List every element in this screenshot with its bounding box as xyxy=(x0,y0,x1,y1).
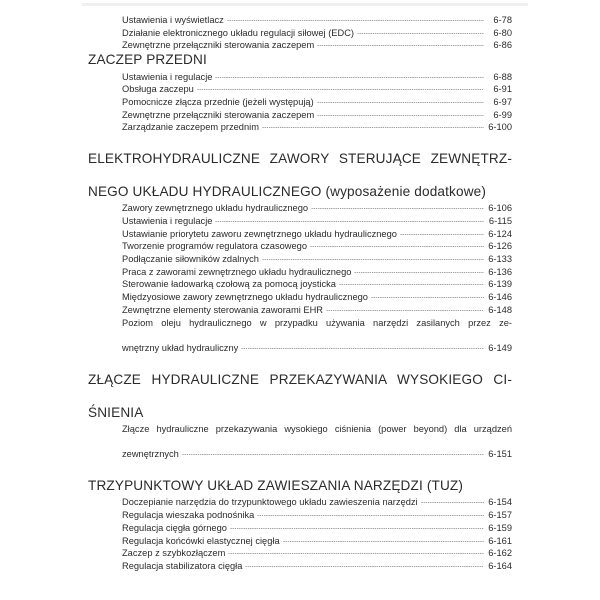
toc-entry-row xyxy=(122,109,512,122)
toc-section-heading-line: ZACZEP PRZEDNI xyxy=(88,52,207,68)
toc-entry-page-number: 6-106 xyxy=(488,203,512,214)
dot-leader xyxy=(197,83,484,92)
toc-entry-title: Zewnętrzne przełączniki sterowania zaczepem xyxy=(122,40,315,51)
toc-entry[interactable] xyxy=(88,423,512,461)
toc-entry-row xyxy=(122,522,512,535)
toc-entry-title: Pomocnicze złącza przednie (jeżeli występują) xyxy=(122,96,314,107)
toc-entry-row xyxy=(122,14,512,27)
toc-entry-title: Regulacja cięgła górnego xyxy=(122,522,227,533)
toc-entry-page-number: 6-146 xyxy=(488,292,512,303)
dot-leader xyxy=(215,71,484,80)
dot-leader xyxy=(354,266,484,275)
toc-entry-page-number: 6-80 xyxy=(493,27,512,38)
toc-entry-row xyxy=(122,71,512,84)
toc-entry-row xyxy=(122,448,512,461)
toc-entry[interactable] xyxy=(88,121,512,134)
toc-entry-title: Ustawienia i regulacje xyxy=(122,215,213,226)
toc-entry[interactable] xyxy=(88,547,512,560)
dot-leader xyxy=(317,96,484,105)
toc-entry-page-number: 6-86 xyxy=(493,40,512,51)
toc-section xyxy=(88,151,512,355)
toc-entry-page-number: 6-154 xyxy=(488,497,512,508)
toc-entry-row xyxy=(122,228,512,241)
table-of-contents xyxy=(88,14,512,573)
dot-leader xyxy=(227,14,484,23)
toc-entry[interactable] xyxy=(88,560,512,573)
entry-list xyxy=(88,496,512,572)
entry-list xyxy=(88,71,512,135)
toc-entry-title: Praca z zaworami zewnętrznego układu hydraulicznego xyxy=(122,266,352,277)
dot-leader xyxy=(339,278,484,287)
toc-entry-page-number: 6-149 xyxy=(488,342,512,353)
dot-leader xyxy=(262,253,484,262)
toc-entry[interactable] xyxy=(88,509,512,522)
toc-entry-title: Regulacja stabilizatora cięgła xyxy=(122,560,243,571)
toc-entry-row xyxy=(122,96,512,109)
toc-entry[interactable] xyxy=(88,240,512,253)
toc-entry[interactable] xyxy=(88,496,512,509)
toc-entry-title-line2: wnętrzny układ hydrauliczny xyxy=(122,342,239,353)
dot-leader xyxy=(241,342,484,351)
dot-leader xyxy=(311,202,484,211)
toc-entry-title: Międzyosiowe zawory zewnętrznego układu hydraulicznego xyxy=(122,292,368,303)
dot-leader xyxy=(357,27,484,36)
toc-entry-page-number: 6-115 xyxy=(488,215,512,226)
toc-entry-row xyxy=(122,535,512,548)
toc-entry-row xyxy=(122,291,512,304)
toc-entry-row xyxy=(122,202,512,215)
toc-entry-row xyxy=(122,342,512,355)
toc-entry[interactable] xyxy=(88,278,512,291)
dot-leader xyxy=(421,496,484,505)
toc-entry-row xyxy=(122,240,512,253)
entry-list xyxy=(88,423,512,461)
dot-leader xyxy=(317,39,484,48)
dot-leader xyxy=(310,240,484,249)
toc-entry[interactable] xyxy=(88,96,512,109)
toc-entry-title: Zewnętrzne przełączniki sterowania zaczepem xyxy=(122,109,315,120)
toc-section-heading[interactable] xyxy=(88,52,512,68)
toc-section xyxy=(88,372,512,461)
toc-entry-page-number: 6-99 xyxy=(493,109,512,120)
toc-section-heading[interactable] xyxy=(88,151,512,200)
toc-entry-title: Ustawienia i wyświetlacz xyxy=(122,15,224,25)
toc-section xyxy=(88,52,512,134)
toc-entry[interactable] xyxy=(88,304,512,317)
toc-entry-page-number: 6-162 xyxy=(488,548,512,559)
toc-entry[interactable] xyxy=(88,202,512,215)
page-top-rule xyxy=(82,3,528,6)
toc-entry-title: Działanie elektronicznego układu regulacji siłowej (EDC) xyxy=(122,27,355,38)
toc-entry-title: Zarządzanie zaczepem przednim xyxy=(122,122,259,133)
toc-entry[interactable] xyxy=(88,83,512,96)
toc-entry-row xyxy=(122,560,512,573)
toc-entry[interactable] xyxy=(88,228,512,241)
toc-entry-page-number: 6-157 xyxy=(488,510,512,521)
dot-leader xyxy=(326,304,484,313)
dot-leader xyxy=(283,535,484,544)
toc-entry-page-number: 6-126 xyxy=(488,241,512,252)
toc-section-heading[interactable] xyxy=(88,372,512,421)
toc-entry[interactable] xyxy=(88,253,512,266)
toc-entry-title: Doczepianie narzędzia do trzypunktowego układu zawieszenia narzędzi xyxy=(122,497,418,508)
toc-entry-row xyxy=(122,83,512,96)
dot-leader xyxy=(262,121,484,130)
toc-entry-row xyxy=(122,215,512,228)
dot-leader xyxy=(230,522,484,531)
toc-entry-title-line1: Złącze hydrauliczne przekazywania wysokiego ciśnienia (power beyond) dla urządzeń xyxy=(122,423,512,434)
toc-entry-title: Regulacja końcówki elastycznej cięgła xyxy=(122,535,280,546)
toc-entry[interactable] xyxy=(88,215,512,228)
dot-leader xyxy=(215,215,484,224)
toc-entry[interactable] xyxy=(88,27,512,40)
toc-entry-page-number: 6-148 xyxy=(488,304,512,315)
toc-entry-page-number: 6-159 xyxy=(488,522,512,533)
toc-entry-title: Regulacja wieszaka podnośnika xyxy=(122,510,255,521)
toc-entry-row xyxy=(122,27,512,40)
toc-entry-row xyxy=(122,39,512,52)
toc-continuation-entries xyxy=(88,14,512,52)
toc-entry[interactable] xyxy=(88,109,512,122)
toc-entry-row xyxy=(122,253,512,266)
toc-entry-page-number: 6-164 xyxy=(488,560,512,571)
toc-entry-title: Podłączanie siłowników zdalnych xyxy=(122,254,259,265)
toc-entry-row xyxy=(122,266,512,279)
dot-leader xyxy=(245,560,484,569)
toc-entry-page-number: 6-136 xyxy=(488,266,512,277)
toc-entry-title: Zaczep z szybkozłączem xyxy=(122,548,226,559)
toc-section-heading-line: ŚNIENIA xyxy=(88,404,144,420)
toc-section-heading[interactable] xyxy=(88,478,512,494)
toc-entry-title: Tworzenie programów regulatora czasowego xyxy=(122,241,307,252)
toc-entry-row xyxy=(122,278,512,291)
toc-section-heading-line: ELEKTROHYDRAULICZNE ZAWORY STERUJĄCE ZEWNĘTRZ- xyxy=(88,151,512,167)
toc-entry-title: Zawory zewnętrznego układu hydraulicznego xyxy=(122,203,309,214)
entry-list xyxy=(88,14,512,52)
toc-entry-row xyxy=(122,121,512,134)
toc-section-heading-line: ZŁĄCZE HYDRAULICZNE PRZEKAZYWANIA WYSOKIEGO CI- xyxy=(88,371,512,387)
toc-entry-page-number: 6-124 xyxy=(488,228,512,239)
toc-entry-page-number: 6-151 xyxy=(488,449,512,460)
toc-entry-title: Ustawianie priorytetu zaworu zewnętrznego układu hydraulicznego xyxy=(122,228,397,239)
toc-entry-page-number: 6-91 xyxy=(493,84,512,95)
toc-entry-page-number: 6-133 xyxy=(488,254,512,265)
toc-section-heading-line: TRZYPUNKTOWY UKŁAD ZAWIESZANIA NARZĘDZI (TUZ) xyxy=(88,478,464,494)
toc-entry[interactable] xyxy=(88,71,512,84)
toc-entry-row xyxy=(122,509,512,522)
dot-leader xyxy=(182,448,484,457)
toc-entry-page-number: 6-100 xyxy=(488,122,512,133)
toc-entry-title-line2: zewnętrznych xyxy=(122,449,179,460)
toc-entry-title: Zewnętrzne elementy sterowania zaworami EHR xyxy=(122,304,323,315)
toc-entry-title-line1: Poziom oleju hydraulicznego w przypadku używania narzędzi zasilanych przez ze- xyxy=(122,317,512,328)
toc-entry[interactable] xyxy=(88,291,512,304)
dot-leader xyxy=(400,228,484,237)
toc-section-heading-line: NEGO UKŁADU HYDRAULICZNEGO (wyposażenie dodatkowe) xyxy=(88,183,487,199)
toc-entry-page-number: 6-139 xyxy=(488,279,512,290)
toc-entry-title: Ustawienia i regulacje xyxy=(122,71,213,82)
entry-list xyxy=(88,202,512,354)
toc-entry-row xyxy=(122,496,512,509)
toc-entry-title: Sterowanie ładowarką czołową za pomocą joysticka xyxy=(122,279,336,290)
toc-entry-row xyxy=(122,547,512,560)
toc-entry-title: Obsługa zaczepu xyxy=(122,84,194,95)
toc-entry[interactable] xyxy=(88,266,512,279)
dot-leader xyxy=(317,109,484,118)
toc-entry-page-number: 6-88 xyxy=(493,71,512,82)
toc-sections xyxy=(88,52,512,573)
toc-entry-row xyxy=(122,304,512,317)
toc-entry[interactable] xyxy=(88,39,512,52)
toc-entry[interactable] xyxy=(88,535,512,548)
toc-entry[interactable] xyxy=(88,317,512,355)
dot-leader xyxy=(257,509,484,518)
toc-entry[interactable] xyxy=(88,14,512,27)
toc-entry[interactable] xyxy=(88,522,512,535)
toc-entry-page-number: 6-97 xyxy=(493,96,512,107)
dot-leader xyxy=(228,547,484,556)
dot-leader xyxy=(371,291,484,300)
toc-entry-page-number: 6-161 xyxy=(488,535,512,546)
toc-section xyxy=(88,478,512,573)
toc-entry-page-number: 6-78 xyxy=(493,15,512,25)
